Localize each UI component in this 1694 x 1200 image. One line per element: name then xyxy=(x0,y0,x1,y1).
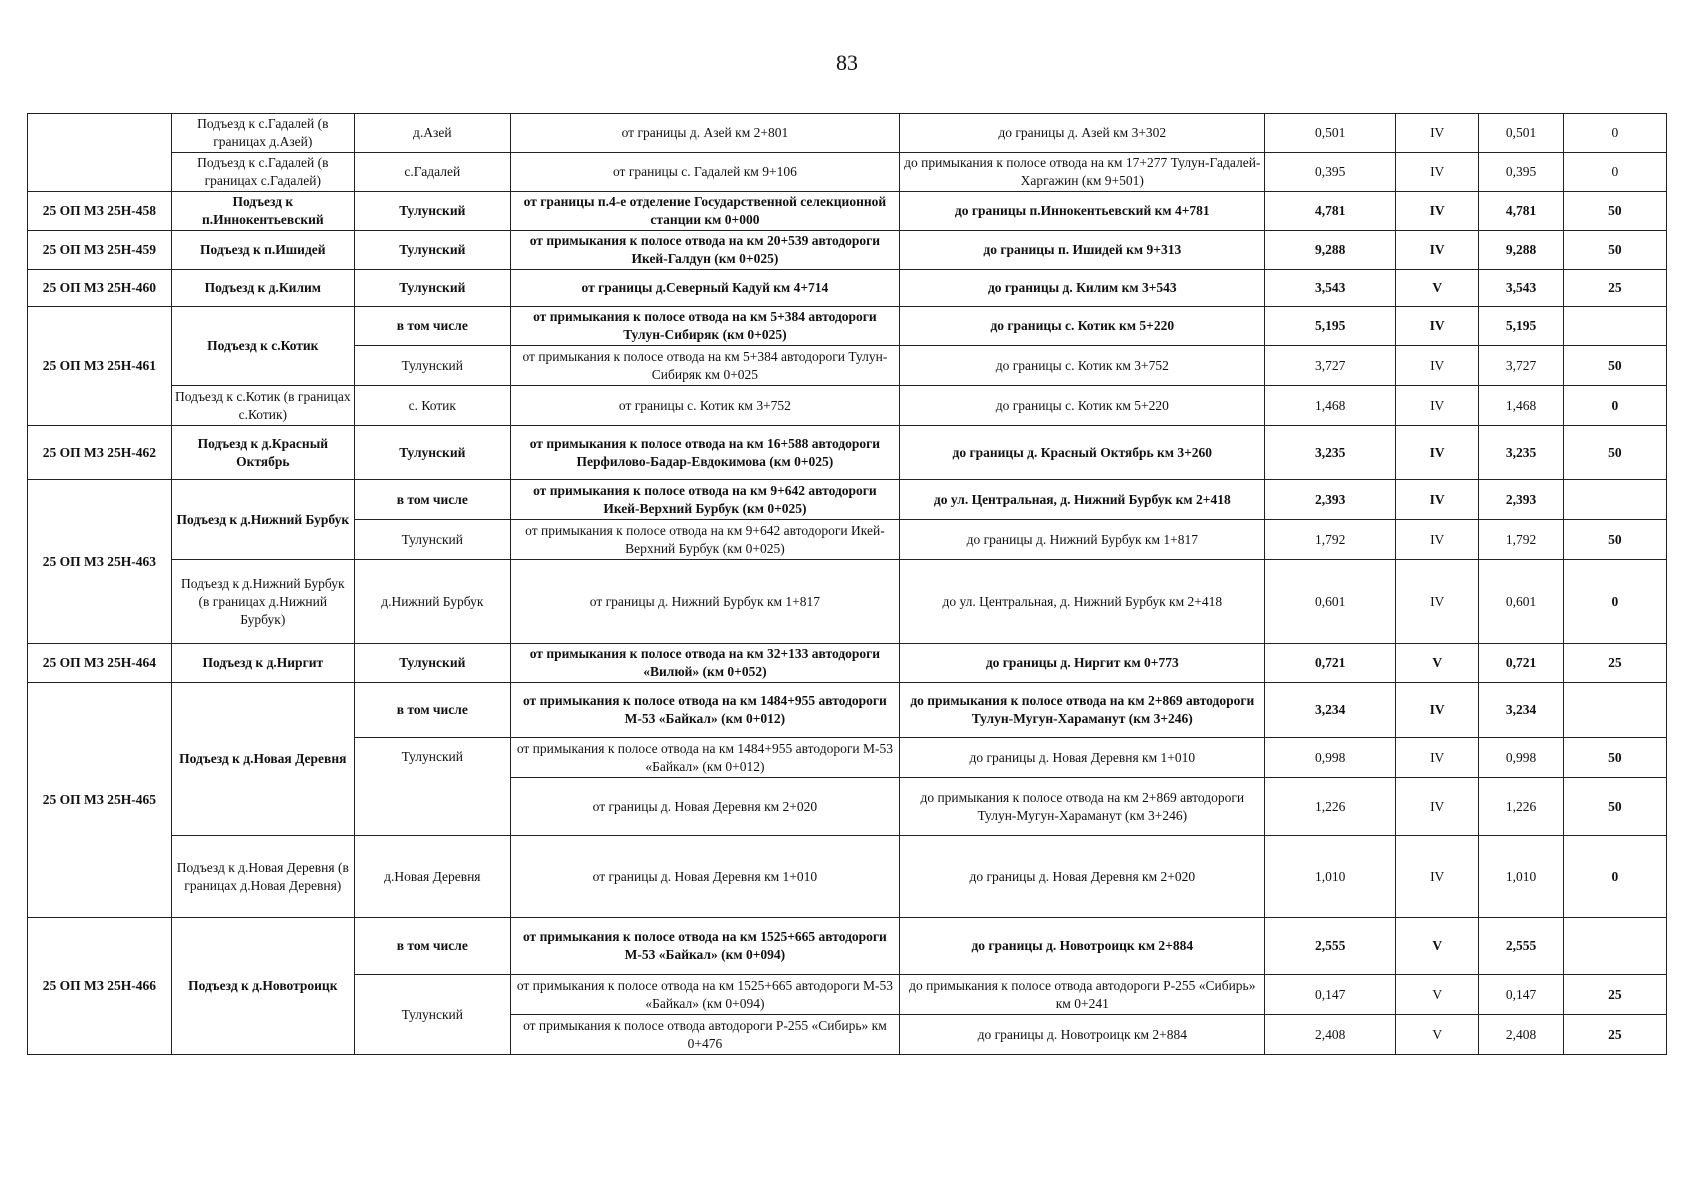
road-name-cell: Подъезд к п.Иннокентьевский xyxy=(171,192,354,231)
length-2-cell: 0,395 xyxy=(1479,153,1563,192)
length-cell: 0,721 xyxy=(1265,644,1396,683)
end-point-cell: до границы д. Килим км 3+543 xyxy=(900,270,1265,307)
end-point-cell: до границы д. Новотроицк км 2+884 xyxy=(900,918,1265,975)
length-cell: 3,235 xyxy=(1265,426,1396,480)
table-row xyxy=(28,683,1667,738)
district-cell: с. Котик xyxy=(354,386,510,426)
road-id-cell: 25 ОП МЗ 25Н-460 xyxy=(28,270,172,307)
district-cell: Тулунский xyxy=(354,346,510,386)
start-point-cell: от примыкания к полосе отвода на км 5+384 автодороги Тулун-Сибиряк (км 0+025) xyxy=(510,307,899,346)
end-point-cell: до границы с. Котик км 5+220 xyxy=(900,307,1265,346)
start-point-cell: от примыкания к полосе отвода на км 5+384 автодороги Тулун-Сибиряк км 0+025 xyxy=(510,346,899,386)
road-name-cell: Подъезд к д.Новая Деревня (в границах д.Новая Деревня) xyxy=(171,836,354,918)
length-cell: 0,998 xyxy=(1265,738,1396,778)
category-cell: IV xyxy=(1396,192,1479,231)
end-point-cell: до границы д. Новая Деревня км 1+010 xyxy=(900,738,1265,778)
length-cell: 3,543 xyxy=(1265,270,1396,307)
road-id-cell: 25 ОП МЗ 25Н-458 xyxy=(28,192,172,231)
value-cell: 50 xyxy=(1563,738,1666,778)
start-point-cell: от границы д.Северный Кадуй км 4+714 xyxy=(510,270,899,307)
category-cell: IV xyxy=(1396,738,1479,778)
road-id-cell xyxy=(28,114,172,192)
value-cell: 50 xyxy=(1563,346,1666,386)
start-point-cell: от примыкания к полосе отвода на км 1525+665 автодороги М-53 «Байкал» (км 0+094) xyxy=(510,918,899,975)
end-point-cell: до границы д. Новая Деревня км 2+020 xyxy=(900,836,1265,918)
road-name-cell: Подъезд к п.Ишидей xyxy=(171,231,354,270)
value-cell: 0 xyxy=(1563,836,1666,918)
value-cell: 50 xyxy=(1563,231,1666,270)
category-cell: V xyxy=(1396,975,1479,1015)
value-cell: 25 xyxy=(1563,644,1666,683)
district-cell: Тулунский xyxy=(354,426,510,480)
category-cell: IV xyxy=(1396,683,1479,738)
table-row xyxy=(28,231,1667,270)
district-cell: д.Нижний Бурбук xyxy=(354,560,510,644)
value-cell: 0 xyxy=(1563,560,1666,644)
end-point-cell: до границы д. Красный Октябрь км 3+260 xyxy=(900,426,1265,480)
start-point-cell: от границы с. Гадалей км 9+106 xyxy=(510,153,899,192)
length-cell: 2,408 xyxy=(1265,1015,1396,1055)
table-row xyxy=(28,192,1667,231)
length-cell: 9,288 xyxy=(1265,231,1396,270)
category-cell: IV xyxy=(1396,231,1479,270)
road-name-cell: Подъезд к д.Ниргит xyxy=(171,644,354,683)
district-cell: д.Азей xyxy=(354,114,510,153)
length-cell: 3,727 xyxy=(1265,346,1396,386)
district-cell: в том числе xyxy=(354,480,510,520)
category-cell: IV xyxy=(1396,778,1479,836)
value-cell: 50 xyxy=(1563,192,1666,231)
table-row xyxy=(28,386,1667,426)
length-cell: 0,501 xyxy=(1265,114,1396,153)
length-cell: 0,147 xyxy=(1265,975,1396,1015)
category-cell: IV xyxy=(1396,346,1479,386)
table-row xyxy=(28,153,1667,192)
length-cell: 0,601 xyxy=(1265,560,1396,644)
road-id-cell: 25 ОП МЗ 25Н-465 xyxy=(28,683,172,918)
road-name-cell: Подъезд к д.Нижний Бурбук (в границах д.Нижний Бурбук) xyxy=(171,560,354,644)
value-cell: 0 xyxy=(1563,153,1666,192)
table-row xyxy=(28,426,1667,480)
length-2-cell: 0,501 xyxy=(1479,114,1563,153)
start-point-cell: от примыкания к полосе отвода на км 20+539 автодороги Икей-Галдун (км 0+025) xyxy=(510,231,899,270)
start-point-cell: от примыкания к полосе отвода на км 1484+955 автодороги М-53 «Байкал» (км 0+012) xyxy=(510,738,899,778)
value-cell xyxy=(1563,307,1666,346)
road-id-cell: 25 ОП МЗ 25Н-462 xyxy=(28,426,172,480)
road-id-cell: 25 ОП МЗ 25Н-463 xyxy=(28,480,172,644)
length-2-cell: 2,393 xyxy=(1479,480,1563,520)
length-2-cell: 2,555 xyxy=(1479,918,1563,975)
category-cell: V xyxy=(1396,270,1479,307)
category-cell: IV xyxy=(1396,307,1479,346)
length-2-cell: 1,792 xyxy=(1479,520,1563,560)
start-point-cell: от примыкания к полосе отвода автодороги Р-255 «Сибирь» км 0+476 xyxy=(510,1015,899,1055)
length-cell: 0,395 xyxy=(1265,153,1396,192)
table-row xyxy=(28,836,1667,918)
length-2-cell: 0,998 xyxy=(1479,738,1563,778)
district-cell: Тулунский xyxy=(354,644,510,683)
district-cell: Тулунский xyxy=(354,192,510,231)
category-cell: IV xyxy=(1396,836,1479,918)
end-point-cell: до примыкания к полосе отвода на км 17+277 Тулун-Гадалей-Харгажин (км 9+501) xyxy=(900,153,1265,192)
category-cell: IV xyxy=(1396,386,1479,426)
length-2-cell: 3,543 xyxy=(1479,270,1563,307)
length-2-cell: 4,781 xyxy=(1479,192,1563,231)
start-point-cell: от примыкания к полосе отвода на км 1525+665 автодороги М-53 «Байкал» (км 0+094) xyxy=(510,975,899,1015)
end-point-cell: до границы п.Иннокентьевский км 4+781 xyxy=(900,192,1265,231)
start-point-cell: от границы п.4-е отделение Государственной селекционной станции км 0+000 xyxy=(510,192,899,231)
district-cell: Тулунский xyxy=(354,520,510,560)
table-row xyxy=(28,644,1667,683)
length-cell: 1,010 xyxy=(1265,836,1396,918)
value-cell xyxy=(1563,480,1666,520)
length-2-cell: 0,147 xyxy=(1479,975,1563,1015)
category-cell: IV xyxy=(1396,560,1479,644)
category-cell: IV xyxy=(1396,520,1479,560)
length-cell: 4,781 xyxy=(1265,192,1396,231)
length-cell: 2,555 xyxy=(1265,918,1396,975)
length-cell: 3,234 xyxy=(1265,683,1396,738)
end-point-cell: до границы д. Нижний Бурбук км 1+817 xyxy=(900,520,1265,560)
road-id-cell: 25 ОП МЗ 25Н-459 xyxy=(28,231,172,270)
category-cell: V xyxy=(1396,918,1479,975)
end-point-cell: до ул. Центральная, д. Нижний Бурбук км 2+418 xyxy=(900,480,1265,520)
category-cell: IV xyxy=(1396,480,1479,520)
category-cell: IV xyxy=(1396,114,1479,153)
end-point-cell: до границы с. Котик км 3+752 xyxy=(900,346,1265,386)
district-cell: Тулунский xyxy=(354,738,510,836)
category-cell: V xyxy=(1396,1015,1479,1055)
length-2-cell: 9,288 xyxy=(1479,231,1563,270)
start-point-cell: от границы с. Котик км 3+752 xyxy=(510,386,899,426)
road-name-cell: Подъезд к с.Котик xyxy=(171,307,354,386)
length-2-cell: 1,226 xyxy=(1479,778,1563,836)
table-row xyxy=(28,560,1667,644)
length-2-cell: 2,408 xyxy=(1479,1015,1563,1055)
value-cell: 50 xyxy=(1563,520,1666,560)
length-cell: 1,226 xyxy=(1265,778,1396,836)
start-point-cell: от примыкания к полосе отвода на км 1484+955 автодороги М-53 «Байкал» (км 0+012) xyxy=(510,683,899,738)
category-cell: IV xyxy=(1396,426,1479,480)
length-2-cell: 1,468 xyxy=(1479,386,1563,426)
start-point-cell: от примыкания к полосе отвода на км 9+642 автодороги Икей-Верхний Бурбук (км 0+025) xyxy=(510,480,899,520)
table-row xyxy=(28,918,1667,975)
road-name-cell: Подъезд к д.Новотроицк xyxy=(171,918,354,1055)
value-cell xyxy=(1563,918,1666,975)
end-point-cell: до ул. Центральная, д. Нижний Бурбук км 2+418 xyxy=(900,560,1265,644)
length-2-cell: 1,010 xyxy=(1479,836,1563,918)
value-cell: 50 xyxy=(1563,778,1666,836)
start-point-cell: от примыкания к полосе отвода на км 16+588 автодороги Перфилово-Бадар-Евдокимова (км 0+025) xyxy=(510,426,899,480)
district-cell: Тулунский xyxy=(354,270,510,307)
start-point-cell: от примыкания к полосе отвода на км 32+133 автодороги «Вилюй» (км 0+052) xyxy=(510,644,899,683)
road-id-cell: 25 ОП МЗ 25Н-461 xyxy=(28,307,172,426)
end-point-cell: до примыкания к полосе отвода автодороги Р-255 «Сибирь» км 0+241 xyxy=(900,975,1265,1015)
start-point-cell: от границы д. Нижний Бурбук км 1+817 xyxy=(510,560,899,644)
length-cell: 2,393 xyxy=(1265,480,1396,520)
start-point-cell: от границы д. Азей км 2+801 xyxy=(510,114,899,153)
start-point-cell: от границы д. Новая Деревня км 1+010 xyxy=(510,836,899,918)
length-2-cell: 0,601 xyxy=(1479,560,1563,644)
road-registry-table xyxy=(27,113,1667,1055)
category-cell: IV xyxy=(1396,153,1479,192)
road-name-cell: Подъезд к д.Новая Деревня xyxy=(171,683,354,836)
value-cell: 50 xyxy=(1563,426,1666,480)
length-2-cell: 3,234 xyxy=(1479,683,1563,738)
district-cell: с.Гадалей xyxy=(354,153,510,192)
value-cell: 0 xyxy=(1563,114,1666,153)
end-point-cell: до границы с. Котик км 5+220 xyxy=(900,386,1265,426)
end-point-cell: до границы п. Ишидей км 9+313 xyxy=(900,231,1265,270)
district-cell: в том числе xyxy=(354,307,510,346)
value-cell: 25 xyxy=(1563,270,1666,307)
length-cell: 1,468 xyxy=(1265,386,1396,426)
road-name-cell: Подъезд к д.Килим xyxy=(171,270,354,307)
table-row xyxy=(28,307,1667,346)
category-cell: V xyxy=(1396,644,1479,683)
length-2-cell: 3,727 xyxy=(1479,346,1563,386)
end-point-cell: до границы д. Ниргит км 0+773 xyxy=(900,644,1265,683)
length-2-cell: 3,235 xyxy=(1479,426,1563,480)
road-name-cell: Подъезд к с.Гадалей (в границах с.Гадалей) xyxy=(171,153,354,192)
road-id-cell: 25 ОП МЗ 25Н-464 xyxy=(28,644,172,683)
length-2-cell: 5,195 xyxy=(1479,307,1563,346)
table-row xyxy=(28,114,1667,153)
district-cell: в том числе xyxy=(354,683,510,738)
length-cell: 5,195 xyxy=(1265,307,1396,346)
road-name-cell: Подъезд к д.Нижний Бурбук xyxy=(171,480,354,560)
value-cell: 25 xyxy=(1563,975,1666,1015)
district-cell: в том числе xyxy=(354,918,510,975)
length-cell: 1,792 xyxy=(1265,520,1396,560)
district-cell: Тулунский xyxy=(354,975,510,1055)
start-point-cell: от примыкания к полосе отвода на км 9+642 автодороги Икей-Верхний Бурбук (км 0+025) xyxy=(510,520,899,560)
road-name-cell: Подъезд к с.Котик (в границах с.Котик) xyxy=(171,386,354,426)
end-point-cell: до границы д. Новотроицк км 2+884 xyxy=(900,1015,1265,1055)
table-row xyxy=(28,270,1667,307)
end-point-cell: до границы д. Азей км 3+302 xyxy=(900,114,1265,153)
end-point-cell: до примыкания к полосе отвода на км 2+869 автодороги Тулун-Мугун-Хараманут (км 3+246) xyxy=(900,683,1265,738)
end-point-cell: до примыкания к полосе отвода на км 2+869 автодороги Тулун-Мугун-Хараманут (км 3+246) xyxy=(900,778,1265,836)
value-cell: 25 xyxy=(1563,1015,1666,1055)
value-cell xyxy=(1563,683,1666,738)
road-name-cell: Подъезд к д.Красный Октябрь xyxy=(171,426,354,480)
table-row xyxy=(28,480,1667,520)
page-number: 83 xyxy=(836,50,858,75)
start-point-cell: от границы д. Новая Деревня км 2+020 xyxy=(510,778,899,836)
length-2-cell: 0,721 xyxy=(1479,644,1563,683)
district-cell: д.Новая Деревня xyxy=(354,836,510,918)
value-cell: 0 xyxy=(1563,386,1666,426)
road-name-cell: Подъезд к с.Гадалей (в границах д.Азей) xyxy=(171,114,354,153)
road-id-cell: 25 ОП МЗ 25Н-466 xyxy=(28,918,172,1055)
district-cell: Тулунский xyxy=(354,231,510,270)
